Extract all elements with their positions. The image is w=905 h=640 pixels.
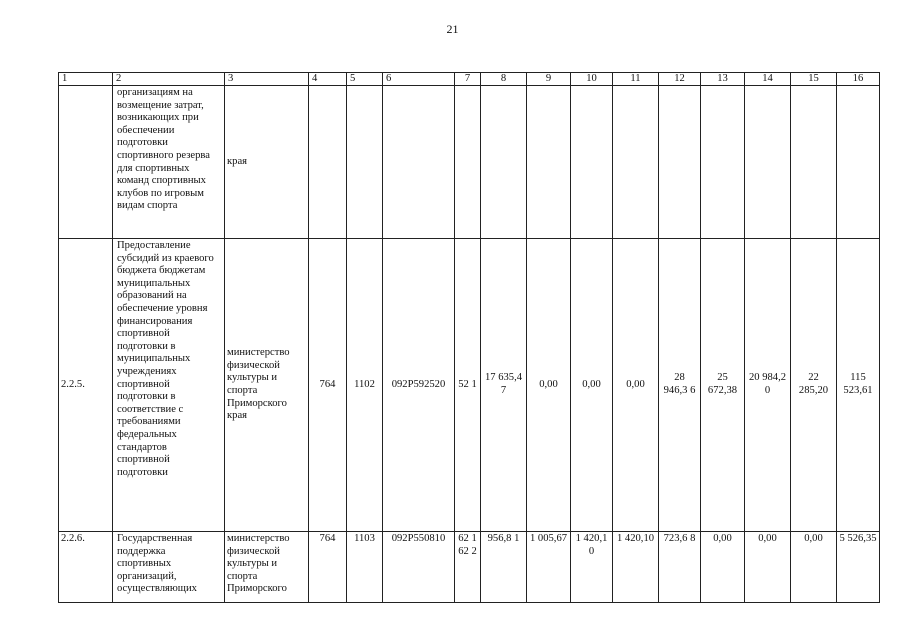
table-cell <box>455 86 481 239</box>
header-cell: 10 <box>571 73 613 86</box>
table-cell <box>527 86 571 239</box>
table-cell <box>791 86 837 239</box>
header-cell: 6 <box>383 73 455 86</box>
table-cell: 22 285,20 <box>791 239 837 532</box>
table-cell <box>347 86 383 239</box>
header-cell: 14 <box>745 73 791 86</box>
header-cell: 9 <box>527 73 571 86</box>
table-cell: 723,6 8 <box>659 532 701 603</box>
table-cell: 0,00 <box>745 532 791 603</box>
page-number: 21 <box>446 22 459 36</box>
row-description: Предоставление субсидий из краевого бюджета бюджетам муниципальных образований на обеспечение уровня финансирования спортивной подготовки в муниципальных учреждениях спортивной подготовки в соответствие с требованиями федеральных стандартов спортивной подготовки <box>113 239 225 532</box>
row-number: 2.2.6. <box>59 532 113 603</box>
table-cell <box>745 86 791 239</box>
header-cell: 7 <box>455 73 481 86</box>
table-cell: 1 420,10 <box>613 532 659 603</box>
table-cell: 115 523,61 <box>837 239 880 532</box>
header-cell: 15 <box>791 73 837 86</box>
row-number: 2.2.5. <box>59 239 113 532</box>
header-cell: 1 <box>59 73 113 86</box>
table-cell: 62 1 62 2 <box>455 532 481 603</box>
table-cell <box>837 86 880 239</box>
table-cell: 956,8 1 <box>481 532 527 603</box>
table-cell: 764 <box>309 532 347 603</box>
table-row <box>59 532 880 603</box>
table-cell: 0,00 <box>791 532 837 603</box>
budget-table <box>58 72 880 603</box>
row-executor: министерство физической культуры и спорта Приморского <box>225 532 309 603</box>
table-cell <box>481 86 527 239</box>
table-cell: 20 984,2 0 <box>745 239 791 532</box>
table-cell: 1 420,1 0 <box>571 532 613 603</box>
table-cell: 25 672,38 <box>701 239 745 532</box>
table-cell <box>309 86 347 239</box>
table-cell: 17 635,4 7 <box>481 239 527 532</box>
table-cell <box>383 86 455 239</box>
table-cell: 5 526,35 <box>837 532 880 603</box>
header-cell: 4 <box>309 73 347 86</box>
row-executor: министерство физической культуры и спорта Приморского края <box>225 239 309 532</box>
header-cell: 3 <box>225 73 309 86</box>
table-cell: 092P592520 <box>383 239 455 532</box>
row-executor: края <box>225 86 309 239</box>
table-cell: 52 1 <box>455 239 481 532</box>
table-cell: 28 946,3 6 <box>659 239 701 532</box>
table-cell: 0,00 <box>701 532 745 603</box>
table-cell: 0,00 <box>613 239 659 532</box>
row-number <box>59 86 113 239</box>
table-cell <box>613 86 659 239</box>
row-description: Государственная поддержка спортивных организаций, осуществляющих <box>113 532 225 603</box>
row-description: организациям на возмещение затрат, возникающих при обеспечении подготовки спортивного резерва для спортивных команд спортивных клубов по игровым видам спорта <box>113 86 225 239</box>
table-cell: 0,00 <box>571 239 613 532</box>
table-cell <box>571 86 613 239</box>
table-cell: 1103 <box>347 532 383 603</box>
header-cell: 16 <box>837 73 880 86</box>
header-cell: 8 <box>481 73 527 86</box>
header-cell: 5 <box>347 73 383 86</box>
table-cell <box>659 86 701 239</box>
header-cell: 12 <box>659 73 701 86</box>
table-cell: 1102 <box>347 239 383 532</box>
table-row <box>59 239 880 532</box>
table-cell <box>701 86 745 239</box>
table-cell: 092P550810 <box>383 532 455 603</box>
table-header-row <box>59 73 880 86</box>
header-cell: 13 <box>701 73 745 86</box>
table-cell: 764 <box>309 239 347 532</box>
table-cell: 0,00 <box>527 239 571 532</box>
header-cell: 11 <box>613 73 659 86</box>
header-cell: 2 <box>113 73 225 86</box>
table-row <box>59 86 880 239</box>
table-cell: 1 005,67 <box>527 532 571 603</box>
